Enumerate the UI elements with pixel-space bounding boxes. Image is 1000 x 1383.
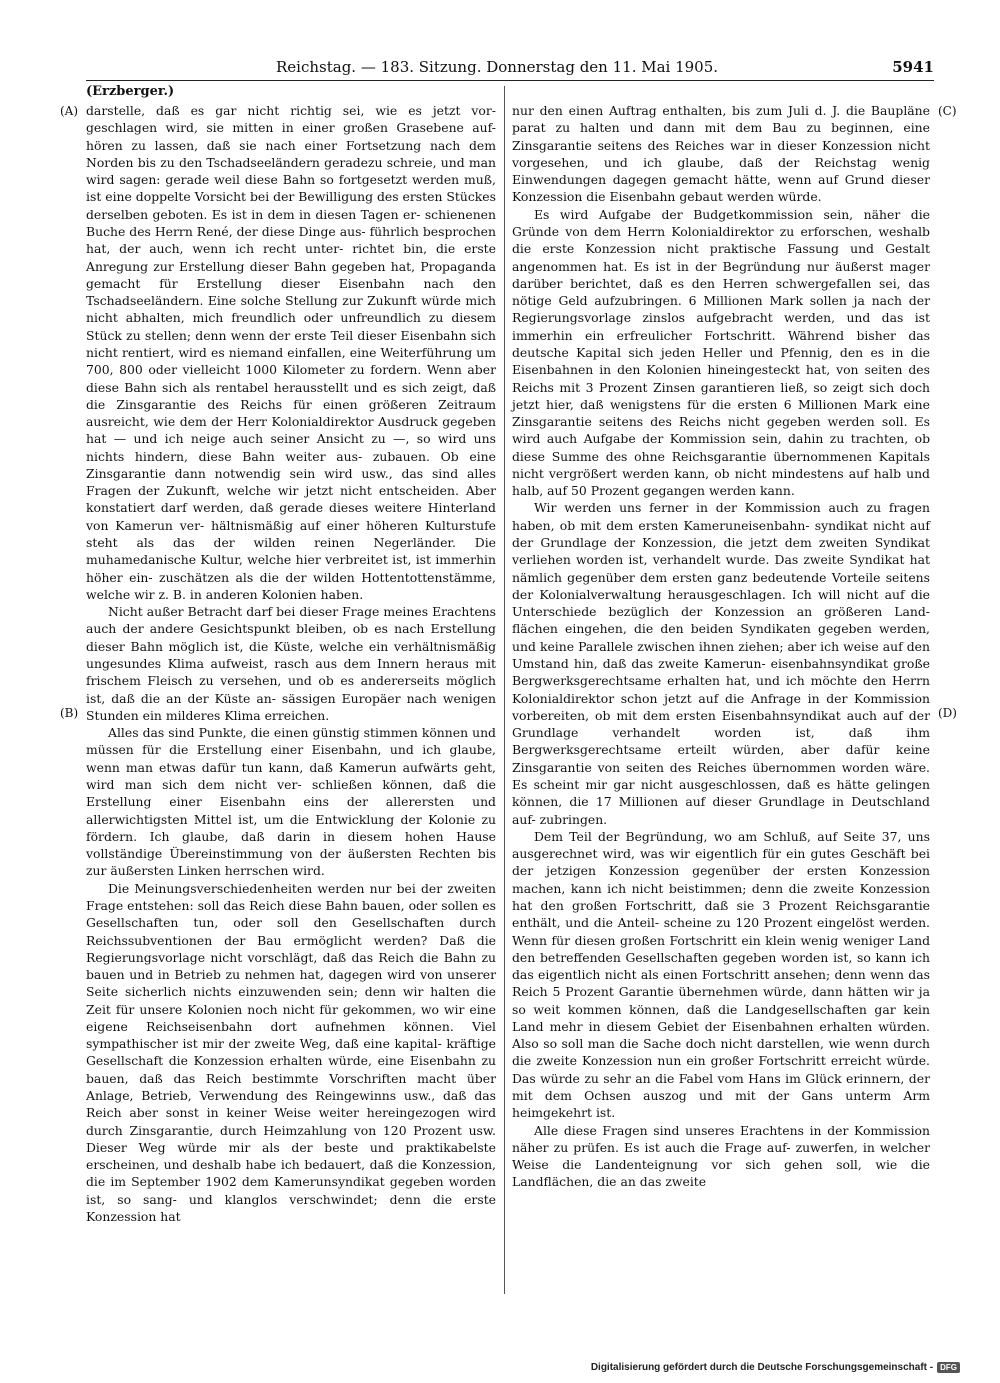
paragraph: Wir werden uns ferner in der Kommission auch zu fragen haben, ob mit dem ersten Kameruneisenbahn- syndikat nicht auf der Grundlage der Konzession, die jetzt dem zweiten Syndikat verliehen worden ist, verhandelt wurde. Das zweite Syndikat hat nämlich gegenüber dem ersten ganz bedeutende Vorteile seitens der Kolonialverwaltung herausgeschlagen. Ich will nicht auf die Unterschiede bezüglich der Konzession an größeren Land- flächen eingehen, die den beiden Syndikaten gegeben werden, und keine Parallele zwischen ihnen ziehen; aber ich weise auf den Umstand hin, daß das zweite Kamerun- eisenbahnsyndikat große Bergwerksgerechtsame erhalten hat, und ich möchte den Herrn Kolonialdirektor schon jetzt auf die Anfrage in der Kommission vorbereiten, ob mit dem ersten Eisenbahnsyndikat auch auf der Grundlage verhandelt worden ist, daß ihm Bergwerksgerechtsame erteilt würden, aber dafür keine Zinsgarantie von seiten des Reiches übernommen worden wäre. Es scheint mir gar nicht ausgeschlossen, daß es hätte gelingen können, die 17 Millionen auf dieser Grundlage in Deutschland auf- zubringen. (512, 500, 930, 827)
header-rule (86, 80, 934, 81)
paragraph: Dem Teil der Begründung, wo am Schluß, auf Seite 37, uns ausgerechnet wird, was wir eigentlich für ein gutes Geschäft bei der jetzigen Konzession gegenüber der ersten Konzession machen, kann ich nicht beistimmen; denn die zweite Konzession hat den großen Fortschritt, daß sie 3 Prozent Reichsgarantie enthält, und die Anteil- scheine zu 120 Prozent eingelöst werden. Wenn für diesen großen Fortschritt ein klein wenig weniger Land den betreffenden Gesellschaften gegeben worden ist, so kann ich das eigentlich nicht als einen Fortschritt ansehen; denn wenn das Reich 5 Prozent Garantie übernehmen würde, dann hätten wir ja so weit kommen können, daß die Landgesellschaften gar kein Land mehr in diesem Gebiet der Eisenbahnen erhalten würden. Also so soll man die Sache doch nicht darstellen, wie wenn durch die zweite Konzession nun ein großer Fortschritt erreicht würde. Das würde zu sehr an die Fabel vom Hans im Glück erinnern, der mit dem Ochsen auszog und mit der Gans unterm Arm heimgekehrt ist. (512, 828, 930, 1121)
paragraph: nur den einen Auftrag enthalten, bis zum Juli d. J. die Baupläne parat zu halten und dann mit dem Bau zu beginnen, eine Zinsgarantie seitens des Reiches war in dieser Konzession nicht vorgesehen, und ich glaube, daß der Reichstag wenig Einwendungen dagegen gemacht hätte, wenn auf Grund dieser Konzession die Eisenbahn gebaut werden würde. (512, 103, 930, 205)
running-head-title: Reichstag. — 183. Sitzung. Donnerstag den 11. Mai 1905. (276, 58, 719, 76)
paragraph: Alles das sind Punkte, die einen günstig stimmen können und müssen für die Erstellung einer Eisenbahn, und ich glaube, wenn man etwas dafür tun kann, daß Kamerun aufwärts geht, wird man sich dem nicht ver- schließen können, daß die Erstellung einer Eisenbahn eins der allerersten und allerwichtigsten Mittel ist, um die Entwicklung der Kolonie zu fördern. Ich glaube, daß darin in diesem hohen Hause vollständige Übereinstimmung von der äußersten Rechten bis zur äußersten Linken herrschen wird. (86, 725, 496, 879)
left-column (86, 102, 496, 1225)
dfg-logo: DFG (937, 1362, 960, 1373)
paragraph: Nicht außer Betracht darf bei dieser Frage meines Erachtens auch der andere Gesichtspunkt bleiben, ob es nach Erstellung dieser Bahn möglich ist, die Küste, welche ein verhältnismäßig ungesundes Klima aufweist, rasch aus dem Innern heraus mit frischem Fleisch zu versehen, und ob es andererseits möglich ist, daß die an der Küste an- sässigen Europäer nach wenigen Stunden ein milderes Klima erreichen. (86, 604, 496, 723)
footer-credit (591, 1362, 960, 1373)
paragraph: darstelle, daß es gar nicht richtig sei, wie es jetzt vor- geschlagen wird, sie mitten in einer großen Grasebene auf- hören zu lassen, daß sie nach einer Fortsetzung nach dem Norden bis zu den Tschadseeländern geradezu schreie, und man wird sagen: gerade weil diese Bahn so fortgesetzt werden muß, ist eine doppelte Vorsicht bei der Bewilligung des ersten Stückes derselben geboten. Es ist in dem in diesen Tagen er- schienenen Buche des Herrn René, der diese Dinge aus- führlich besprochen hat, der auch, wenn ich recht unter- richtet bin, die erste Anregung zur Erstellung dieser Bahn gegeben hat, Propaganda gemacht für Erstellung dieser Eisenbahn nach den Tschadseeländern. Eine solche Stellung zur Zukunft würde mich nicht abhalten, mich freundlich oder unfreundlich zu diesem Stück zu stellen; denn wenn der erste Teil dieser Eisenbahn sich nicht rentiert, wird es niemand einfallen, eine Weiterführung um 700, 800 oder vielleicht 1000 Kilometer zu fordern. Wenn aber diese Bahn sich als rentabel herausstellt und es sich zeigt, daß die Zinsgarantie des Reichs für einen größeren Zeitraum ausreicht, wie dem der Herr Kolonialdirektor Ausdruck gegeben hat — und ich neige auch seiner Ansicht zu —, so wird uns nichts hindern, diese Bahn weiter aus- zubauen. Ob eine Zinsgarantie dann notwendig sein wird usw., das sind alles Fragen der Zukunft, welche wir jetzt nicht entscheiden. Aber konstatiert darf werden, daß gerade dieses weitere Hinterland von Kamerun ver- hältnismäßig auf einer höheren Kulturstufe steht als das der wilden reinen Negerländer. Die muhamedanische Kultur, welche hier verbreitet ist, ist immerhin höher ein- zuschätzen als die der wilden Hottentottenstämme, welche wir z. B. in anderen Kolonien haben. (86, 103, 496, 602)
margin-mark-c: (C) (938, 104, 957, 118)
column-divider (504, 86, 505, 1294)
paragraph: Es wird Aufgabe der Budgetkommission sein, näher die Gründe von dem Herrn Kolonialdirektor zu erforschen, weshalb die erste Konzession nicht praktische Fassung und Gestalt angenommen hat. Es ist in der Begründung nur äußerst mager darüber berichtet, daß es den Herren schwergefallen sei, das nötige Geld aufzubringen. 6 Millionen Mark sollen ja nach der Regierungsvorlage zinslos aufgebracht werden, und das ist immerhin ein erfreulicher Fortschritt. Während bisher das deutsche Kapital sich jeden Heller und Pfennig, den es in die Eisenbahnen in den Kolonien hineingesteckt hat, von seiten des Reichs mit 3 Prozent Zinsen garantieren ließ, so zeigt sich doch jetzt hier, daß wenigstens für die ersten 6 Millionen Mark eine Zinsgarantie seitens des Reichs nicht gegeben werden soll. Es wird auch Aufgabe der Kommission sein, dahin zu trachten, ob diese Summe des ohne Reichsgarantie übernommenen Kapitals nicht vergrößert werden kann, ob nicht mindestens auf halb und halb, auf 50 Prozent gegangen werden kann. (512, 206, 930, 499)
page-number: 5941 (892, 58, 934, 76)
footer-text: Digitalisierung gefördert durch die Deutsche Forschungsgemeinschaft - (590, 1362, 934, 1373)
margin-mark-b: (B) (60, 706, 79, 720)
speaker-name: (Erzberger.) (86, 84, 175, 99)
margin-mark-a: (A) (60, 104, 79, 118)
paragraph: Alle diese Fragen sind unseres Erachtens in der Kommission näher zu prüfen. Es ist auch die Frage auf- zuwerfen, in welcher Weise die Landenteignung vor sich gehen soll, wie die Landflächen, die an das zweite (512, 1122, 930, 1190)
margin-mark-d: (D) (938, 706, 957, 720)
running-head (86, 58, 934, 80)
right-column (512, 102, 930, 1191)
paragraph: Die Meinungsverschiedenheiten werden nur bei der zweiten Frage entstehen: soll das Reich diese Bahn bauen, oder sollen es Gesellschaften tun, oder soll den Gesellschaften durch Reichssubventionen der Bau ermöglicht werden? Daß die Regierungsvorlage nicht vorschlägt, daß das Reich die Bahn zu bauen und in Betrieb zu nehmen hat, dagegen wird von unserer Seite sicherlich nichts einzuwenden sein; denn wir halten die Zeit für unsere Kolonien noch nicht für gekommen, wo wir eine eigene Reichseisenbahn dort aufnehmen können. Viel sympathischer ist mir der zweite Weg, daß eine kapital- kräftige Gesellschaft die Konzession erhalten würde, eine Eisenbahn zu bauen, daß das Reich bestimmte Vorschriften macht über Anlage, Betrieb, Verwendung des Reingewinns usw., daß das Reich aber sonst in keiner Weise weiter hereingezogen wird durch Zinsgarantie, durch Heimzahlung von 120 Prozent usw. Dieser Weg würde mir als der beste und praktikabelste erscheinen, und deshalb habe ich bedauert, daß die Konzession, die im September 1902 dem Kamerunsyndikat gegeben worden ist, so sang- und klanglos verschwindet; denn die erste Konzession hat (86, 880, 496, 1224)
